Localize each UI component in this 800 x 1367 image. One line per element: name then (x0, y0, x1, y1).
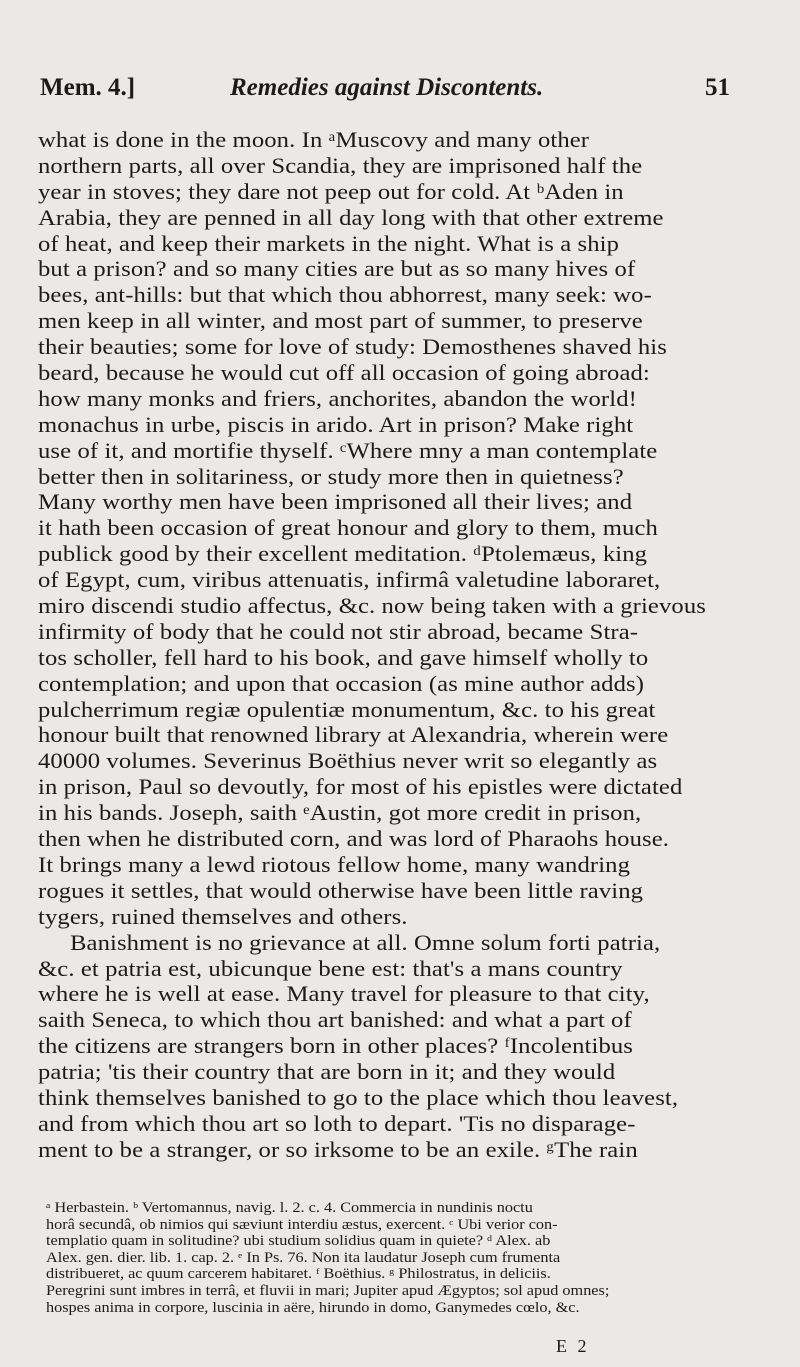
text-line: how many monks and friers, anchorites, abandon the world! (38, 385, 637, 411)
text-line: honour built that renowned library at Alexandria, wherein were (38, 722, 669, 748)
text-line: what is done in the moon. In ᵃMuscovy and many other (38, 127, 590, 152)
footnotes (46, 1200, 736, 1316)
signature-mark: E 2 (556, 1336, 590, 1356)
text-line: of Egypt, cum, viribus attenuatis, infirmâ valetudine laboraret, (38, 567, 661, 593)
text-line: but a prison? and so many cities are but as so many hives of (38, 256, 636, 282)
text-line: men keep in all winter, and most part of summer, to preserve (38, 308, 643, 334)
text-line: their beauties; some for love of study: Demosthenes shaved his (38, 334, 667, 360)
text-line: and from which thou art so loth to depart. 'Tis no disparage- (38, 1110, 636, 1136)
section-label: Mem. 4.] (40, 74, 136, 101)
text-line: then when he distributed corn, and was lord of Pharaohs house. (38, 826, 670, 852)
footnote-line: horâ secundâ, ob nimios qui sæviunt interdiu æstus, exercent. ᶜ Ubi verior con- (46, 1216, 558, 1233)
text-line: it hath been occasion of great honour and glory to them, much (38, 515, 658, 541)
footnote-line: templatio quam in solitudine? ubi studium solidius quam in quiete? ᵈ Alex. ab (46, 1233, 551, 1250)
text-line: tos scholler, fell hard to his book, and gave himself wholly to (38, 644, 649, 670)
text-line: saith Seneca, to which thou art banished: and what a part of (38, 1007, 632, 1033)
text-line: beard, because he would cut off all occasion of going abroad: (38, 360, 650, 386)
text-line: in prison, Paul so devoutly, for most of his epistles were dictated (38, 774, 683, 800)
text-line: Arabia, they are penned in all day long with that other extreme (38, 204, 664, 230)
text-line: of heat, and keep their markets in the night. What is a ship (38, 230, 620, 256)
text-line: infirmity of body that he could not stir abroad, became Stra- (38, 618, 639, 644)
text-line: miro discendi studio affectus, &c. now being taken with a grievous (38, 593, 706, 619)
text-line: bees, ant-hills: but that which thou abhorrest, many seek: wo- (38, 282, 652, 308)
text-line: rogues it settles, that would otherwise have been little raving (38, 877, 644, 903)
text-line: 40000 volumes. Severinus Boëthius never writ so elegantly as (38, 748, 658, 774)
footnote-line: hospes anima in corpore, luscinia in aëre, hirundo in domo, Ganymedes cœlo, &c. (46, 1299, 580, 1316)
footnote-line: ᵃ Herbastein. ᵇ Vertomannus, navig. l. 2. c. 4. Commercia in nundinis noctu (46, 1200, 533, 1216)
text-line: Banishment is no grievance at all. Omne solum forti patria, (70, 929, 661, 955)
text-line: contemplation; and upon that occasion (as mine author adds) (38, 670, 645, 696)
text-line: northern parts, all over Scandia, they are imprisoned half the (38, 152, 643, 178)
text-line: where he is well at ease. Many travel for pleasure to that city, (38, 981, 650, 1007)
footnote-line: Peregrini sunt imbres in terrâ, et fluvii in mari; Jupiter apud Ægyptos; sol apud omnes; (46, 1282, 610, 1299)
text-line: monachus in urbe, piscis in arido. Art in prison? Make right (38, 411, 634, 437)
text-line: better then in solitariness, or study more then in quietness? (38, 463, 624, 489)
footnote-line: distribueret, ac quum carcerem habitaret. ᶠ Boëthius. ᵍ Philostratus, in deliciis. (46, 1266, 551, 1283)
text-line: &c. et patria est, ubicunque bene est: that's a mans country (38, 955, 623, 981)
text-line: the citizens are strangers born in other places? ᶠIncolentibus (38, 1033, 634, 1059)
text-line: It brings many a lewd riotous fellow home, many wandring (38, 851, 631, 877)
text-line: year in stoves; they dare not peep out for cold. At ᵇAden in (38, 178, 624, 204)
text-line: Many worthy men have been imprisoned all their lives; and (38, 489, 633, 515)
running-header (40, 74, 730, 114)
running-title: Remedies against Discontents. (230, 74, 544, 101)
text-line: pulcherrimum regiæ opulentiæ monumentum, &c. to his great (38, 696, 656, 722)
text-line: think themselves banished to go to the place which thou leavest, (38, 1084, 679, 1110)
main-text (38, 127, 738, 1163)
text-line: patria; 'tis their country that are born in it; and they would (38, 1059, 616, 1085)
text-line: in his bands. Joseph, saith ᵉAustin, got more credit in prison, (38, 800, 642, 826)
text-line: tygers, ruined themselves and others. (38, 903, 408, 929)
text-line: publick good by their excellent meditation. ᵈPtolemæus, king (38, 541, 648, 567)
text-line: use of it, and mortifie thyself. ᶜWhere mny a man contemplate (38, 437, 658, 463)
footnote-line: Alex. gen. dier. lib. 1. cap. 2. ᵉ In Ps. 76. Non ita laudatur Joseph cum frumenta (46, 1249, 561, 1266)
text-line: ment to be a stranger, or so irksome to be an exile. ᵍThe rain (38, 1136, 638, 1162)
page-number: 51 (705, 74, 730, 101)
